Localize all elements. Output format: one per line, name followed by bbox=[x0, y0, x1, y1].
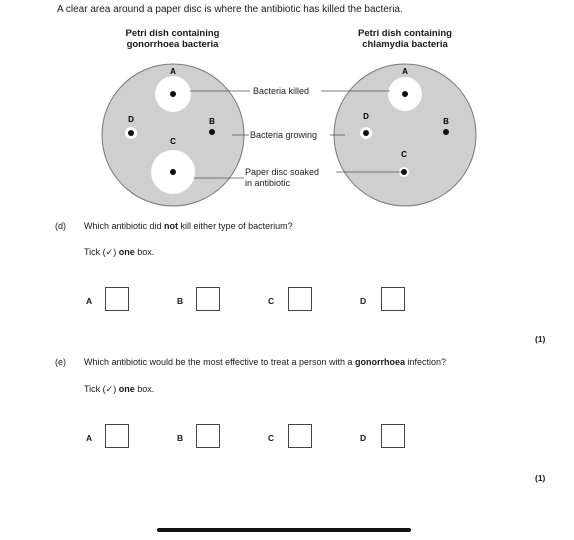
d-option-d-label: D bbox=[360, 296, 367, 306]
right-disc-c bbox=[401, 169, 407, 175]
e-option-c-checkbox[interactable] bbox=[288, 424, 312, 448]
left-letter-d: D bbox=[128, 115, 134, 124]
e-option-a-label: A bbox=[86, 433, 93, 443]
question-e-marks: (1) bbox=[535, 473, 546, 483]
intro-text: A clear area around a paper disc is where the antibiotic has killed the bacteria. bbox=[57, 4, 403, 15]
d-option-b-checkbox[interactable] bbox=[196, 287, 220, 311]
e-option-c-label: C bbox=[268, 433, 275, 443]
left-letter-c: C bbox=[170, 137, 176, 146]
e-option-b-label: B bbox=[177, 433, 184, 443]
left-disc-a bbox=[170, 91, 176, 97]
question-d-number: (d) bbox=[55, 221, 66, 231]
question-e-text: Which antibiotic would be the most effective to treat a person with a gonorrhoea infection? bbox=[84, 357, 447, 367]
e-option-d-checkbox[interactable] bbox=[381, 424, 405, 448]
right-letter-a: A bbox=[402, 67, 408, 76]
question-d-marks: (1) bbox=[535, 334, 546, 344]
bacteria-killed-label: Bacteria killed bbox=[253, 86, 310, 96]
e-option-b-checkbox[interactable] bbox=[196, 424, 220, 448]
left-disc-b bbox=[209, 129, 215, 135]
left-letter-a: A bbox=[170, 67, 176, 76]
right-dish-title: Petri dish containing chlamydia bacteria bbox=[358, 28, 452, 50]
e-option-d-label: D bbox=[360, 433, 367, 443]
right-disc-d bbox=[363, 130, 369, 136]
d-option-d-checkbox[interactable] bbox=[381, 287, 405, 311]
d-option-a-checkbox[interactable] bbox=[105, 287, 129, 311]
right-letter-b: B bbox=[443, 117, 449, 126]
left-disc-d bbox=[128, 130, 134, 136]
left-dish-title: Petri dish containing gonorrhoea bacteria bbox=[125, 28, 220, 50]
left-letter-b: B bbox=[209, 117, 215, 126]
d-option-c-label: C bbox=[268, 296, 275, 306]
d-option-a-label: A bbox=[86, 296, 93, 306]
paper-disc-label-line1: Paper disc soaked bbox=[245, 167, 320, 177]
question-e-number: (e) bbox=[55, 357, 66, 367]
right-letter-d: D bbox=[363, 112, 369, 121]
d-option-c-checkbox[interactable] bbox=[288, 287, 312, 311]
paper-disc-label-line2: in antibiotic bbox=[245, 178, 291, 188]
right-disc-a bbox=[402, 91, 408, 97]
bacteria-growing-label: Bacteria growing bbox=[250, 130, 318, 140]
question-e-instruction: Tick (✓) one box. bbox=[84, 384, 155, 394]
right-disc-b bbox=[443, 129, 449, 135]
right-letter-c: C bbox=[401, 150, 407, 159]
petri-dish-diagram bbox=[0, 0, 574, 230]
home-indicator-bar[interactable] bbox=[157, 528, 411, 532]
question-d-text: Which antibiotic did not kill either type of bacterium? bbox=[84, 221, 293, 231]
d-option-b-label: B bbox=[177, 296, 184, 306]
e-option-a-checkbox[interactable] bbox=[105, 424, 129, 448]
left-disc-c bbox=[170, 169, 176, 175]
question-d-instruction: Tick (✓) one box. bbox=[84, 247, 155, 257]
